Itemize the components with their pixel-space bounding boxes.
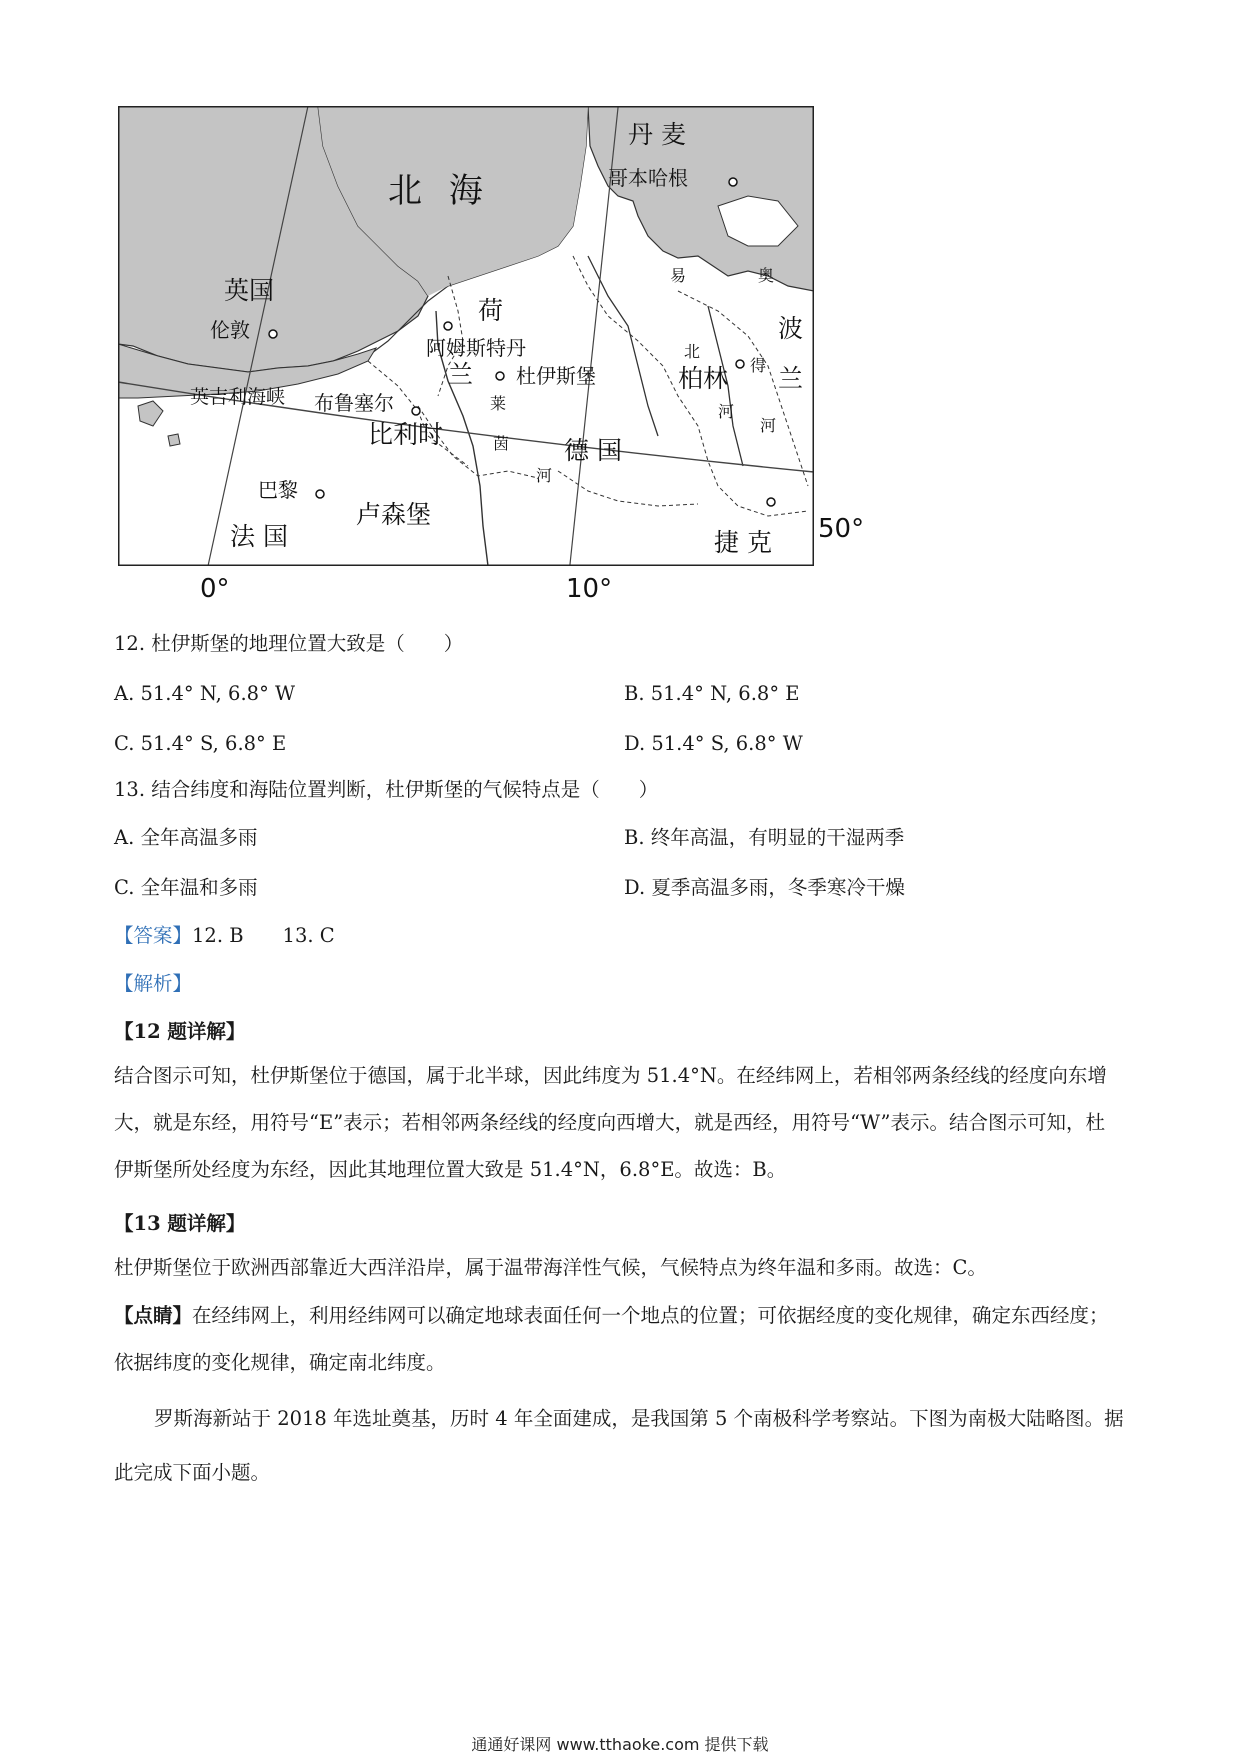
page-footer: 通通好课网 www.tthaoke.com 提供下载 [471, 1735, 769, 1754]
label-denmark: 丹 麦 [628, 120, 686, 149]
label-brussels: 布鲁塞尔 [314, 391, 394, 415]
q13-option-b: B. 终年高温，有明显的干湿两季 [624, 826, 905, 849]
tip-body: 在经纬网上，利用经纬网可以确定地球表面任何一个地点的位置；可依据经度的变化规律，确定东西经度；依据纬度的变化规律，确定南北纬度。 [114, 1304, 1109, 1374]
label-elbe-2: 北 [684, 342, 701, 361]
q13-option-c: C. 全年温和多雨 [114, 876, 258, 899]
q13-option-d: D. 夏季高温多雨，冬季寒冷干燥 [624, 876, 905, 899]
label-north-sea: 北 海 [388, 171, 491, 211]
label-rhine-1: 莱 [490, 394, 507, 413]
q12-option-a: A. 51.4° N, 6.8° W [114, 682, 296, 705]
label-belgium: 比利时 [368, 420, 444, 449]
label-netherlands-1: 荷 [478, 296, 504, 325]
label-rhine-3: 河 [536, 466, 553, 485]
label-rhine-2: 茵 [493, 434, 510, 453]
axis-label-0: 0° [200, 574, 230, 604]
label-elbe-3: 河 [718, 402, 735, 421]
city-dot-duisburg [496, 372, 504, 380]
city-dot-amsterdam [444, 322, 452, 330]
answer-text: 12. B 13. C [192, 924, 335, 947]
city-dot-paris [316, 490, 324, 498]
axis-label-50: 50° [818, 514, 865, 544]
label-paris: 巴黎 [258, 478, 298, 502]
city-dot-copenhagen [729, 178, 737, 186]
label-amsterdam: 阿姆斯特丹 [426, 336, 526, 360]
label-elbe-1: 易 [670, 266, 687, 285]
city-dot-luxembourg [767, 498, 775, 506]
label-oder-1: 奥 [758, 266, 775, 285]
d12-heading: 【12 题详解】 [114, 1020, 246, 1043]
d12-body: 结合图示可知，杜伊斯堡位于德国，属于北半球，因此纬度为 51.4°N。在经纬网上，若相邻两条经线的经度向东增大，就是东经，用符号“E”表示；若相邻两条经线的经度向西增大，就是西经，用符号“W”表示。结合图示可知，杜伊斯堡所处经度为东经，因此其地理位置大致是 51.4°N，6.8°E。故选：B。 [114, 1064, 1107, 1181]
q13-option-a: A. 全年高温多雨 [114, 826, 258, 849]
answer-tag: 【答案】 [114, 924, 193, 947]
city-dot-berlin [736, 360, 744, 368]
d13-body: 杜伊斯堡位于欧洲西部靠近大西洋沿岸，属于温带海洋性气候，气候特点为终年温和多雨。故选：C。 [114, 1256, 987, 1279]
tip-paragraph [114, 1292, 1124, 1386]
q12-option-b: B. 51.4° N, 6.8° E [624, 682, 800, 705]
city-dot-london [269, 330, 277, 338]
q12-option-d: D. 51.4° S, 6.8° W [624, 732, 803, 755]
label-english-channel: 英吉利海峡 [190, 386, 286, 408]
label-uk: 英国 [224, 276, 275, 305]
label-france: 法 国 [230, 522, 288, 551]
label-czech: 捷 克 [714, 528, 772, 557]
europe-map [118, 106, 814, 566]
q12-option-c: C. 51.4° S, 6.8° E [114, 732, 287, 755]
city-dot-brussels [412, 407, 420, 415]
label-copenhagen: 哥本哈根 [608, 166, 688, 190]
label-netherlands-2: 兰 [448, 360, 474, 389]
axis-label-10: 10° [566, 574, 613, 604]
intro-paragraph: 罗斯海新站于 2018 年选址奠基，历时 4 年全面建成，是我国第 5 个南极科学考察站。下图为南极大陆略图。据此完成下面小题。 [114, 1407, 1124, 1484]
label-london: 伦敦 [210, 318, 250, 342]
q13-stem: 13. 结合纬度和海陆位置判断，杜伊斯堡的气候特点是（ ） [114, 778, 659, 801]
label-oder-2: 得 [750, 356, 767, 375]
label-oder-3: 河 [760, 416, 777, 435]
analysis-tag: 【解析】 [114, 972, 193, 995]
label-germany: 德 国 [564, 436, 622, 465]
q12-stem: 12. 杜伊斯堡的地理位置大致是（ ） [114, 632, 464, 655]
label-luxembourg: 卢森堡 [356, 500, 432, 529]
label-poland-2: 兰 [778, 364, 804, 393]
tip-tag: 【点睛】 [114, 1304, 193, 1327]
label-berlin: 柏林 [678, 364, 729, 393]
label-duisburg: 杜伊斯堡 [516, 364, 596, 388]
answer-line [114, 924, 335, 947]
d13-heading: 【13 题详解】 [114, 1212, 246, 1235]
label-poland-1: 波 [778, 314, 804, 343]
